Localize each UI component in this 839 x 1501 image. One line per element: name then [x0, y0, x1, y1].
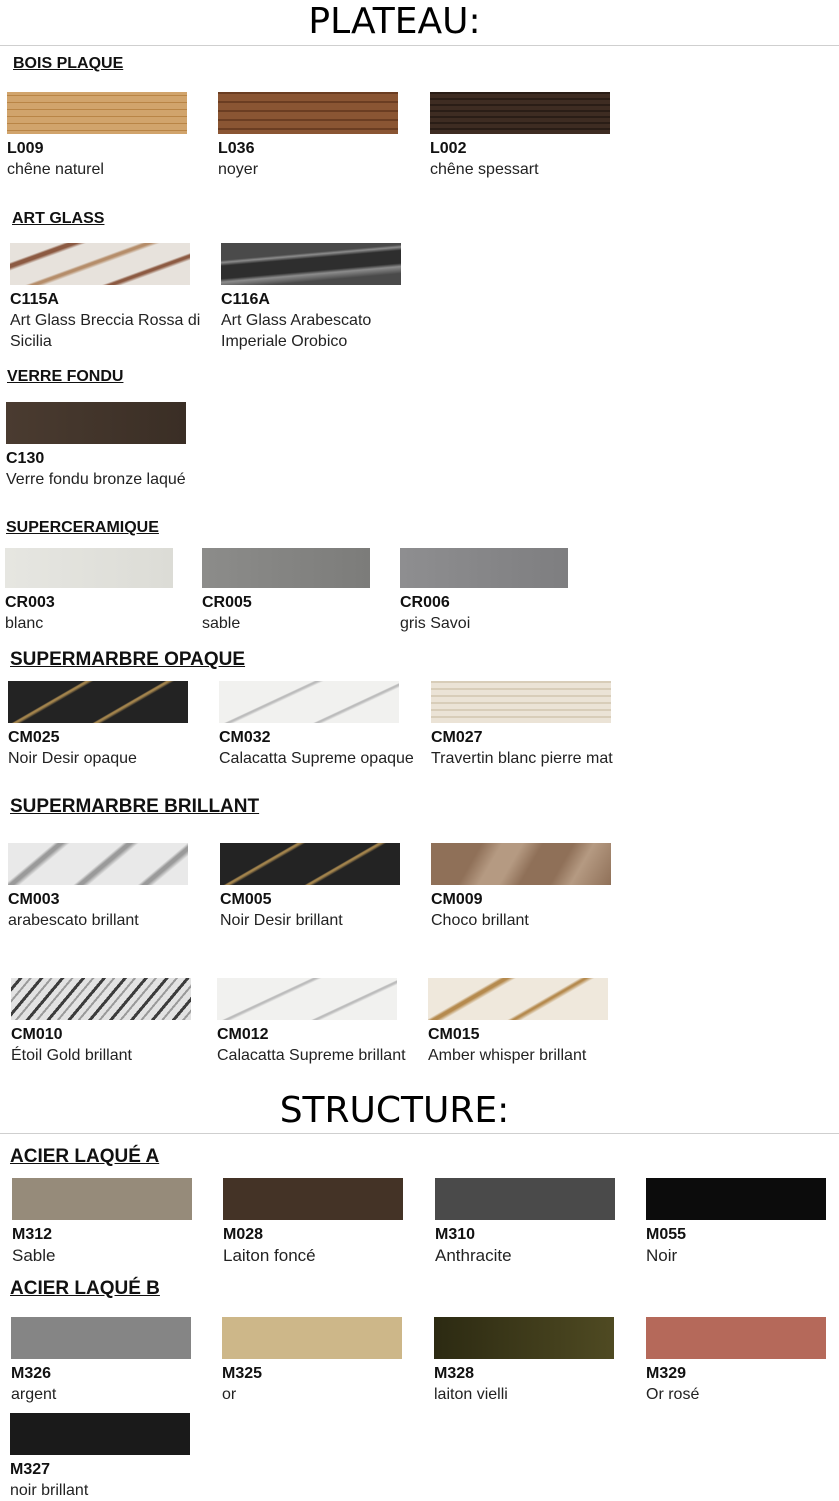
swatch-m326: [11, 1317, 191, 1359]
section-heading-verre-fondu: VERRE FONDU: [7, 368, 124, 385]
finish-item-c116a[interactable]: [221, 243, 421, 352]
swatch-m325: [222, 1317, 402, 1359]
finish-name: Or rosé: [646, 1386, 700, 1403]
swatch-m329: [646, 1317, 826, 1359]
finish-item-m055[interactable]: [646, 1178, 826, 1266]
finish-item-cm012[interactable]: [217, 978, 417, 1066]
finish-code: M328: [434, 1365, 475, 1382]
finish-code: CM032: [219, 729, 271, 746]
finish-item-cm027[interactable]: [431, 681, 631, 769]
swatch-m028: [223, 1178, 403, 1220]
finish-item-cm015[interactable]: [428, 978, 628, 1066]
structure-title: STRUCTURE:: [279, 1090, 510, 1131]
finish-item-cr005[interactable]: [202, 548, 402, 634]
finish-item-m326[interactable]: [11, 1317, 211, 1405]
finish-name: chêne spessart: [430, 161, 539, 178]
finish-code: C116A: [221, 291, 270, 308]
finish-code: C115A: [10, 291, 59, 308]
section-heading-superceramique: SUPERCERAMIQUE: [6, 519, 159, 536]
finish-name: Laiton foncé: [223, 1246, 316, 1265]
finish-item-m327[interactable]: [10, 1413, 210, 1501]
finish-code: CR005: [202, 594, 252, 611]
finish-code: CM012: [217, 1026, 269, 1043]
finish-item-l002[interactable]: [430, 92, 630, 180]
finish-name: Étoil Gold brillant: [11, 1047, 132, 1064]
finish-code: M055: [646, 1226, 687, 1243]
finish-name: gris Savoi: [400, 615, 471, 632]
finish-code: CM015: [428, 1026, 480, 1043]
finish-name: sable: [202, 615, 241, 632]
finish-name: Verre fondu bronze laqué: [6, 471, 186, 488]
finish-name: Art Glass Arabescato Imperiale Orobico: [221, 312, 372, 350]
swatch-m328: [434, 1317, 614, 1359]
finish-code: CM027: [431, 729, 483, 746]
finish-item-cr003[interactable]: [5, 548, 205, 634]
plateau-divider: [0, 45, 839, 46]
finish-name: Sable: [12, 1246, 56, 1265]
swatch-cm032: [219, 681, 399, 723]
swatch-c130: [6, 402, 186, 444]
finish-code: CR003: [5, 594, 55, 611]
swatch-m327: [10, 1413, 190, 1455]
finish-item-m028[interactable]: [223, 1178, 423, 1266]
finish-code: L002: [430, 140, 467, 157]
finish-item-m325[interactable]: [222, 1317, 422, 1405]
finish-item-cm003[interactable]: [8, 843, 208, 931]
finish-code: CM003: [8, 891, 60, 908]
finish-code: M326: [11, 1365, 52, 1382]
finish-item-cm005[interactable]: [220, 843, 420, 931]
swatch-cm010: [11, 978, 191, 1020]
finish-name: arabescato brillant: [8, 912, 139, 929]
finish-code: CR006: [400, 594, 450, 611]
structure-divider: [0, 1133, 839, 1134]
finish-code: CM009: [431, 891, 483, 908]
finish-item-c130[interactable]: [6, 402, 186, 490]
finish-item-m329[interactable]: [646, 1317, 826, 1405]
swatch-cm009: [431, 843, 611, 885]
finish-item-m328[interactable]: [434, 1317, 634, 1405]
swatch-l002: [430, 92, 610, 134]
finish-name: Anthracite: [435, 1246, 512, 1265]
finish-name: or: [222, 1386, 237, 1403]
finish-item-m310[interactable]: [435, 1178, 635, 1266]
swatch-cm027: [431, 681, 611, 723]
finish-name: argent: [11, 1386, 57, 1403]
finish-code: M327: [10, 1461, 51, 1478]
finish-code: M312: [12, 1226, 53, 1243]
finish-code: M310: [435, 1226, 476, 1243]
finish-name: Noir: [646, 1246, 678, 1265]
finish-item-c115a[interactable]: [10, 243, 210, 352]
swatch-cm012: [217, 978, 397, 1020]
finish-item-cm025[interactable]: [8, 681, 208, 769]
section-heading-art-glass: ART GLASS: [12, 210, 105, 227]
finish-code: CM010: [11, 1026, 63, 1043]
finish-code: CM025: [8, 729, 60, 746]
finish-name: Art Glass Breccia Rossa di Sicilia: [10, 312, 201, 350]
finish-code: L009: [7, 140, 44, 157]
finish-name: Travertin blanc pierre mat: [431, 750, 613, 767]
finish-code: M329: [646, 1365, 687, 1382]
swatch-cm003: [8, 843, 188, 885]
swatch-cr003: [5, 548, 173, 588]
section-heading-supermarbre-brillant: SUPERMARBRE BRILLANT: [10, 796, 260, 817]
finish-code: M325: [222, 1365, 263, 1382]
finish-code: CM005: [220, 891, 272, 908]
finish-code: M028: [223, 1226, 264, 1243]
finish-name: Noir Desir opaque: [8, 750, 137, 767]
finish-name: Choco brillant: [431, 912, 529, 929]
finish-name: Noir Desir brillant: [220, 912, 343, 929]
swatch-cr006: [400, 548, 568, 588]
swatch-m312: [12, 1178, 192, 1220]
plateau-title: PLATEAU:: [308, 1, 481, 42]
section-heading-bois-plaque: BOIS PLAQUE: [13, 55, 124, 72]
finish-item-cm032[interactable]: [219, 681, 419, 769]
finish-code: C130: [6, 450, 45, 467]
swatch-c115a: [10, 243, 190, 285]
section-heading-acier-laque-b: ACIER LAQUÉ B: [10, 1278, 160, 1299]
finish-item-cr006[interactable]: [400, 548, 600, 634]
finish-item-m312[interactable]: [12, 1178, 212, 1266]
swatch-l036: [218, 92, 398, 134]
swatch-l009: [7, 92, 187, 134]
finish-name: chêne naturel: [7, 161, 104, 178]
finish-name: Calacatta Supreme opaque: [219, 750, 414, 767]
swatch-cm015: [428, 978, 608, 1020]
section-heading-supermarbre-opaque: SUPERMARBRE OPAQUE: [10, 649, 246, 670]
finish-item-l036[interactable]: [218, 92, 418, 180]
finish-item-l009[interactable]: [7, 92, 207, 180]
swatch-m055: [646, 1178, 826, 1220]
finish-name: noir brillant: [10, 1482, 89, 1499]
swatch-m310: [435, 1178, 615, 1220]
finish-name: Calacatta Supreme brillant: [217, 1047, 406, 1064]
swatch-cm005: [220, 843, 400, 885]
finish-item-cm009[interactable]: [431, 843, 631, 931]
finish-name: blanc: [5, 615, 44, 632]
section-heading-acier-laque-a: ACIER LAQUÉ A: [10, 1146, 160, 1167]
swatch-c116a: [221, 243, 401, 285]
swatch-cr005: [202, 548, 370, 588]
finish-name: laiton vielli: [434, 1386, 508, 1403]
swatch-cm025: [8, 681, 188, 723]
finish-item-cm010[interactable]: [11, 978, 211, 1066]
finish-code: L036: [218, 140, 255, 157]
finish-name: Amber whisper brillant: [428, 1047, 587, 1064]
finish-name: noyer: [218, 161, 259, 178]
